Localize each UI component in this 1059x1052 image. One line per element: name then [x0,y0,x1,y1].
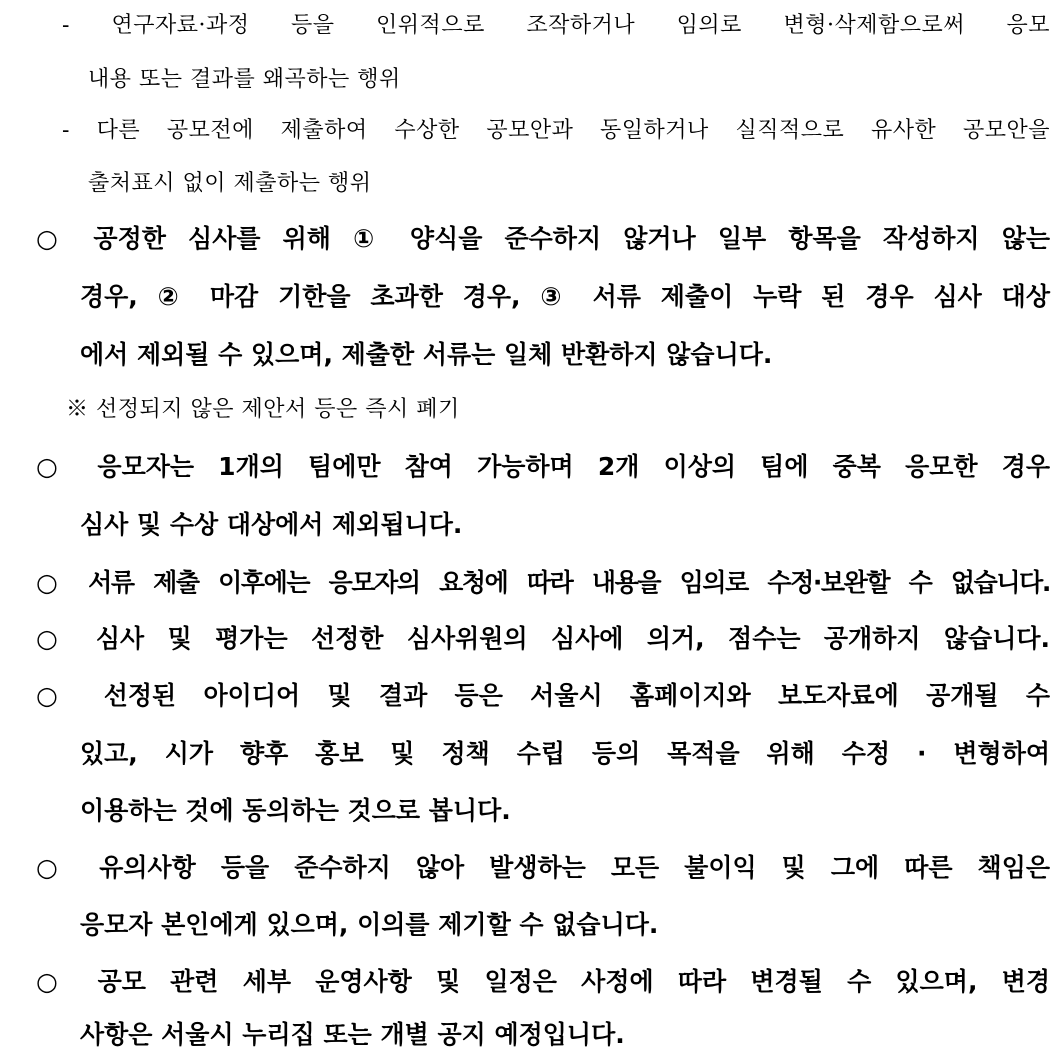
paragraph-1-line-1: ○ 공정한 심사를 위해 ① 양식을 준수하지 않거나 일부 항목을 작성하지 않는 [36,224,1050,253]
note-text: ※ 선정되지 않은 제안서 등은 즉시 폐기 [66,397,460,422]
paragraph-2-line-2: 심사 및 수상 대상에서 제외됩니다. [80,510,463,539]
sub-item-1-line-2: 내용 또는 결과를 왜곡하는 행위 [88,67,401,92]
sub-item-2-line-2: 출처표시 없이 제출하는 행위 [88,171,372,196]
paragraph-1-line-2: 경우, ② 마감 기한을 초과한 경우, ③ 서류 제출이 누락 된 경우 심사 대상 [80,282,1050,311]
paragraph-6-line-2: 응모자 본인에게 있으며, 이의를 제기할 수 없습니다. [80,910,659,939]
paragraph-2-line-1: ○ 응모자는 1개의 팀에만 참여 가능하며 2개 이상의 팀에 중복 응모한 경우 [36,452,1050,481]
paragraph-5-line-2: 있고, 시가 향후 홍보 및 정책 수립 등의 목적을 위해 수정 · 변형하여 [80,739,1050,768]
sub-item-1-line-1: - 연구자료·과정 등을 인위적으로 조작하거나 임의로 변형·삭제함으로써 응모 [62,13,1050,38]
paragraph-5-line-1: ○ 선정된 아이디어 및 결과 등은 서울시 홈페이지와 보도자료에 공개될 수 [36,681,1050,710]
paragraph-1-line-3: 에서 제외될 수 있으며, 제출한 서류는 일체 반환하지 않습니다. [80,340,773,369]
paragraph-7-line-2: 사항은 서울시 누리집 또는 개별 공지 예정입니다. [80,1020,625,1049]
paragraph-5-line-3: 이용하는 것에 동의하는 것으로 봅니다. [80,796,511,825]
paragraph-3-line-1: ○ 서류 제출 이후에는 응모자의 요청에 따라 내용을 임의로 수정·보완할 수 없습니다. [36,568,1050,597]
sub-item-2-line-1: - 다른 공모전에 제출하여 수상한 공모안과 동일하거나 실직적으로 유사한 공모안을 [62,118,1050,143]
paragraph-6-line-1: ○ 유의사항 등을 준수하지 않아 발생하는 모든 불이익 및 그에 따른 책임은 [36,853,1050,882]
paragraph-4-line-1: ○ 심사 및 평가는 선정한 심사위원의 심사에 의거, 점수는 공개하지 않습니다. [36,624,1050,653]
paragraph-7-line-1: ○ 공모 관련 세부 운영사항 및 일정은 사정에 따라 변경될 수 있으며, 변경 [36,967,1050,996]
